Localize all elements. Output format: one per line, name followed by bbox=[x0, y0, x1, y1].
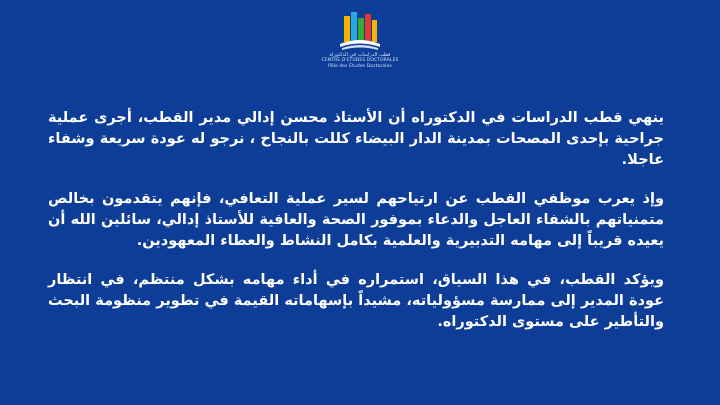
paragraph-continuity: ويؤكد القطب، في هذا السياق، استمراره في أداء مهامه بشكل منتظم، في انتظار عودة المدير إلى ممارسة مسؤولياته، مشيداً بإسهاماته القيمة في تطوير منظومة البحث والتأطير على مستوى الدكتوراه. bbox=[48, 272, 664, 330]
paragraph-staff-wishes: وإذ يعرب موظفي القطب عن ارتياحهم لسير عملية التعافي، فإنهم يتقدمون بخالص متمنياتهم بالشفاء العاجل والدعاء بموفور الصحة والعافية للأستاذ إدالي، سائلين الله أن يعيده قريباً إلى مهامه التدبيرية والعلمية بكامل النشاط والعطاء المعهودين. bbox=[48, 191, 664, 249]
paragraph-surgery-news: ينهي قطب الدراسات في الدكتوراه أن الأستاذ محسن إدالي مدير القطب، أجرى عملية جراحية بإحدى المصحات بمدينة الدار البيضاء كللت بالنجاح ، نرجو له عودة سريعة وشفاء عاجلا. bbox=[48, 110, 664, 168]
institution-logo bbox=[315, 10, 405, 82]
logo-french-subcaption: Pôle des Études Doctorales bbox=[328, 64, 392, 69]
logo-arabic-caption: قطب الدراسات في الدكتوراه bbox=[329, 52, 391, 58]
books-building-icon bbox=[338, 10, 382, 52]
logo-french-caption: CENTRE D'ETUDES DOCTORALES bbox=[321, 58, 399, 63]
announcement-body bbox=[48, 108, 664, 351]
